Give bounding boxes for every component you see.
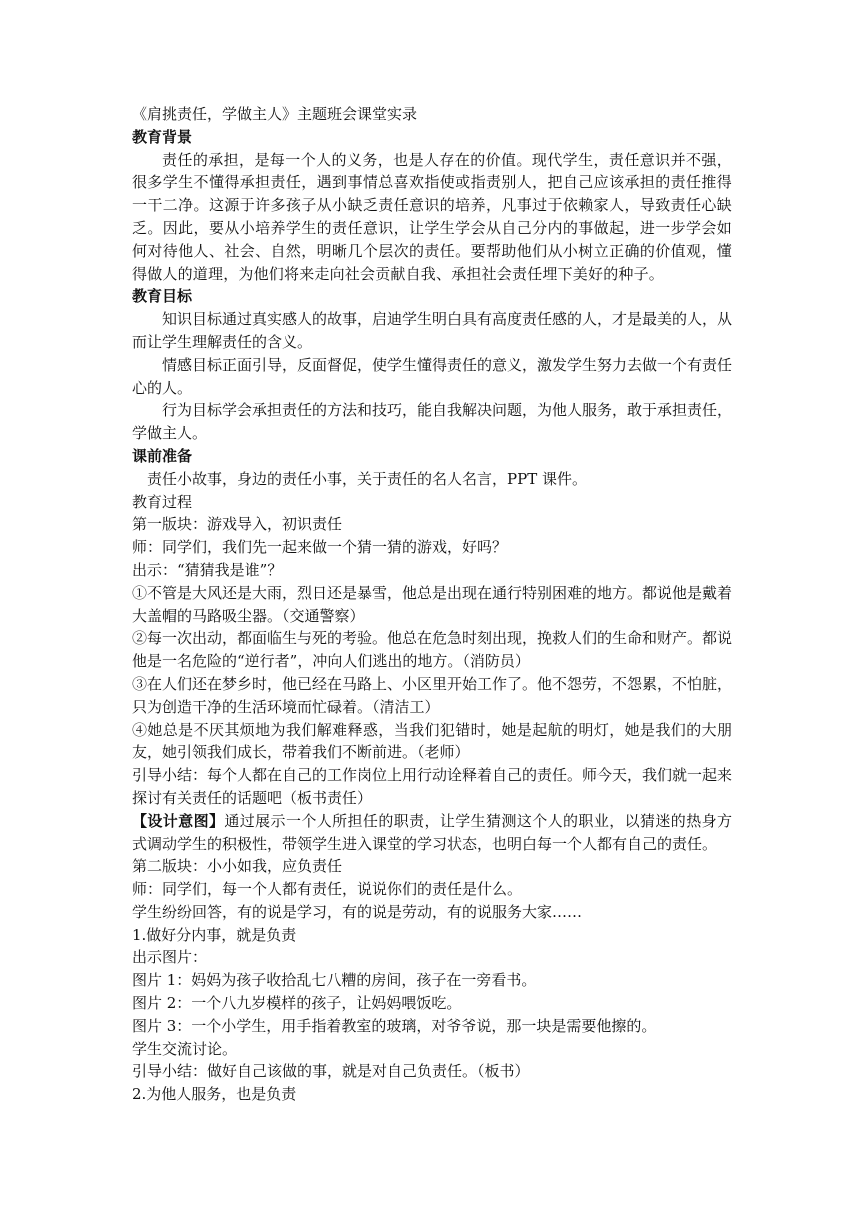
picture-item: 图片 1：妈妈为孩子收拾乱七八糟的房间，孩子在一旁看书。 bbox=[132, 971, 537, 990]
design-intent bbox=[132, 810, 732, 856]
picture-item: 图片 3：一个小学生，用手指着教室的玻璃，对爷爷说，那一块是需要他擦的。 bbox=[132, 1016, 657, 1035]
goal-emotion: 情感目标正面引导，反面督促，使学生懂得责任的意义，激发学生努力去做一个有责任心的人。 bbox=[132, 355, 733, 397]
document-page bbox=[132, 103, 732, 1106]
riddle-item: ③在人们还在梦乡时，他已经在马路上、小区里开始工作了。他不怨劳，不怨累，不怕脏，只为创造干净的生活环境而忙碌着。（清洁工） bbox=[132, 674, 733, 716]
design-intent-label: 【设计意图】 bbox=[132, 811, 225, 830]
summary-1: 引导小结：每个人都在自己的工作岗位上用行动诠释着自己的责任。师今天，我们就一起来探讨有关责任的话题吧（板书责任） bbox=[132, 766, 733, 807]
design-intent-text: 通过展示一个人所担任的职责，让学生猜测这个人的职业，以猜迷的热身方式调动学生的积极性，带领学生进入课堂的学习状态，也明白每一个人都有自己的责任。 bbox=[132, 811, 732, 853]
show-riddle-title: 出示：“猜猜我是谁”？ bbox=[132, 560, 283, 579]
teacher-question-1: 师：同学们，我们先一起来做一个猜一猜的游戏，好吗？ bbox=[132, 538, 508, 557]
discussion: 学生交流讨论。 bbox=[132, 1039, 238, 1058]
heading-background: 教育背景 bbox=[132, 127, 193, 146]
document-title: 《肩挑责任，学做主人》主题班会课堂实录 bbox=[132, 105, 418, 123]
goal-knowledge: 知识目标通过真实感人的故事，启迪学生明白具有高度责任感的人，才是最美的人，从而让学生理解责任的含义。 bbox=[132, 310, 733, 351]
student-answers: 学生纷纷回答，有的说是学习，有的说是劳动，有的说服务大家…… bbox=[132, 902, 583, 921]
summary-2: 引导小结：做好自己该做的事，就是对自己负责任。（板书） bbox=[132, 1062, 530, 1081]
point-2: 2.为他人服务，也是负责 bbox=[132, 1085, 297, 1104]
point-1: 1.做好分内事，就是负责 bbox=[132, 925, 297, 944]
part1-title: 第一版块：游戏导入，初识责任 bbox=[132, 515, 343, 534]
riddle-item: ②每一次出动，都面临生与死的考验。他总在危急时刻出现，挽救人们的生命和财产。都说他是一名危险的“逆行者”，冲向人们逃出的地方。（消防员） bbox=[132, 629, 733, 671]
riddle-item: ①不管是大风还是大雨，烈日还是暴雪，他总是出现在通行特别困难的地方。都说他是戴着大盖帽的马路吸尘器。（交通警察） bbox=[132, 583, 733, 625]
heading-process: 教育过程 bbox=[132, 492, 193, 511]
background-paragraph: 责任的承担，是每一个人的义务，也是人存在的价值。现代学生，责任意识并不强，很多学生不懂得承担责任，遇到事情总喜欢指使或指责别人，把自己应该承担的责任推得一干二净。这源于许多孩子从小缺乏责任意识的培养，凡事过于依赖家人，导致责任心缺乏。因此，要从小培养学生的责任意识，让学生学会从自己分内的事做起，进一步学会如何对待他人、社会、自然，明晰几个层次的责任。要帮助他们从小树立正确的价值观，懂得做人的道理，为他们将来走向社会贡献自我、承担社会责任埋下美好的种子。 bbox=[132, 150, 732, 283]
goal-behavior: 行为目标学会承担责任的方法和技巧，能自我解决问题，为他人服务，敢于承担责任，学做主人。 bbox=[132, 401, 733, 443]
prep-paragraph: 责任小故事，身边的责任小事，关于责任的名人名言，PPT 课件。 bbox=[147, 469, 587, 488]
heading-prep: 课前准备 bbox=[132, 446, 193, 465]
heading-goals: 教育目标 bbox=[132, 287, 193, 306]
riddle-item: ④她总是不厌其烦地为我们解难释惑，当我们犯错时，她是起航的明灯，她是我们的大朋友，她引领我们成长，带着我们不断前进。（老师） bbox=[132, 720, 732, 762]
part2-title: 第二版块：小小如我，应负责任 bbox=[132, 857, 343, 876]
picture-item: 图片 2：一个八九岁模样的孩子，让妈妈喂饭吃。 bbox=[132, 994, 462, 1013]
teacher-question-2: 师：同学们，每一个人都有责任，说说你们的责任是什么。 bbox=[132, 880, 523, 899]
show-pictures: 出示图片： bbox=[132, 948, 208, 967]
